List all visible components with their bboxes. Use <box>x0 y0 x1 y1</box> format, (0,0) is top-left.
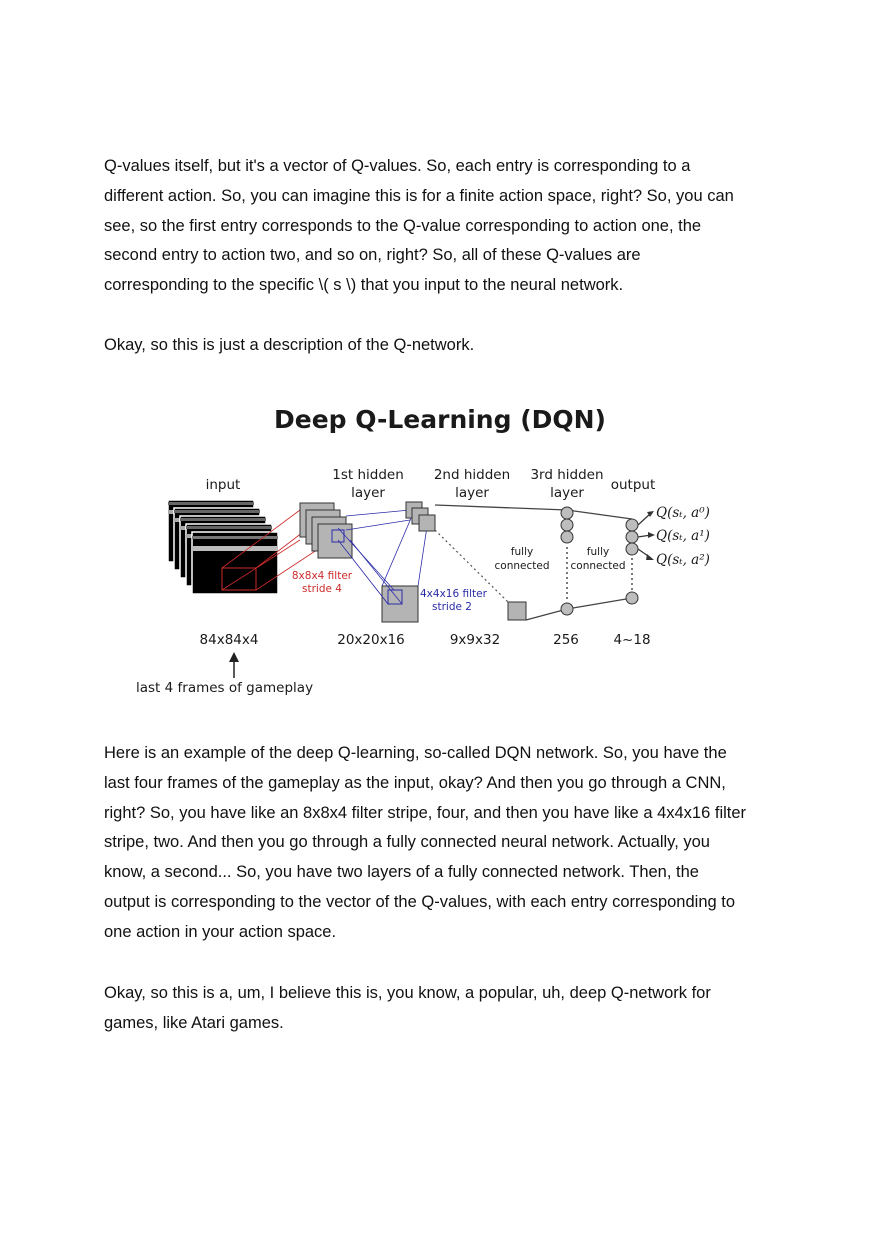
text-line: stripe, two. And then you go through a fully connected neural network. Actually, you <box>104 833 710 852</box>
size-h2: 9x9x32 <box>449 632 501 648</box>
text-line: last four frames of the gameplay as the input, okay? And then you go through a CNN, <box>104 773 726 792</box>
filter1-label-line2: stride 4 <box>302 583 342 595</box>
fc2-label-line1: fully <box>586 546 610 558</box>
fc1-label-line2: connected <box>494 560 550 572</box>
header-h3-line1: 3rd hidden <box>530 467 604 483</box>
up-arrow-icon <box>229 652 239 678</box>
h2-feature-maps <box>406 502 435 531</box>
size-h3: 256 <box>553 632 579 648</box>
h1-feature-maps <box>300 503 352 558</box>
size-h1: 20x20x16 <box>337 632 405 648</box>
header-output: output <box>610 477 656 493</box>
text-line: games, like Atari games. <box>104 1013 284 1032</box>
paragraph-q-values-vector <box>104 152 784 301</box>
text-line: know, a second... So, you have two layers of a fully connected network. Then, the <box>104 863 699 882</box>
size-output: 4~18 <box>613 632 651 648</box>
header-input: input <box>205 477 241 493</box>
fc2-label-line2: connected <box>570 560 626 572</box>
text-line: output is corresponding to the vector of the Q-values, with each entry corresponding to <box>104 892 736 911</box>
q-output-a1: Q(sₜ, a¹) <box>656 528 710 544</box>
filter2-label-line1: 4x4x16 filter <box>420 588 487 600</box>
text-line: Okay, so this is just a description of the Q-network. <box>104 336 475 354</box>
input-frames-stack <box>168 500 278 594</box>
paragraph-dqn-example <box>104 739 784 948</box>
text-line: right? So, you have like an 8x8x4 filter stripe, four, and then you have like a 4x4x16 filter <box>104 803 747 822</box>
text-line: second entry to action two, and so on, right? So, all of these Q-values are <box>104 246 641 265</box>
text-line: Here is an example of the deep Q-learning, so-called DQN network. So, you have the <box>104 744 727 762</box>
header-h3-line2: layer <box>550 485 584 501</box>
text-line: see, so the first entry corresponds to the Q-value corresponding to action one, the <box>104 216 702 235</box>
filter1-label-line1: 8x8x4 filter <box>291 570 353 582</box>
text-line: different action. So, you can imagine this is for a finite action space, right? So, you can <box>104 186 734 205</box>
q-output-a2: Q(sₜ, a²) <box>656 552 710 568</box>
h2-flat-box <box>508 602 526 620</box>
figure-title: Deep Q-Learning (DQN) <box>274 405 606 434</box>
fc1-label-line1: fully <box>510 546 534 558</box>
figure-caption: last 4 frames of gameplay <box>136 680 314 696</box>
paragraph-q-network-description <box>104 331 784 361</box>
filter2-label-line2: stride 2 <box>432 601 472 613</box>
header-h1-line2: layer <box>351 485 385 501</box>
dqn-diagram <box>110 380 790 720</box>
text-line: Okay, so this is a, um, I believe this is, you know, a popular, uh, deep Q-network for <box>104 984 711 1002</box>
text-line: corresponding to the specific \( s \) that you input to the neural network. <box>104 276 624 295</box>
dqn-architecture-figure <box>110 380 790 720</box>
header-h2-line2: layer <box>455 485 489 501</box>
header-h1-line1: 1st hidden <box>332 467 404 483</box>
text-line: one action in your action space. <box>104 922 337 941</box>
paragraph-atari-games <box>104 979 784 1039</box>
size-input: 84x84x4 <box>199 632 259 648</box>
output-neurons <box>626 511 655 604</box>
text-line: Q-values itself, but it's a vector of Q-values. So, each entry is corresponding to a <box>104 157 691 175</box>
header-h2-line1: 2nd hidden <box>433 467 511 483</box>
q-output-a0: Q(sₜ, a⁰) <box>656 505 710 521</box>
